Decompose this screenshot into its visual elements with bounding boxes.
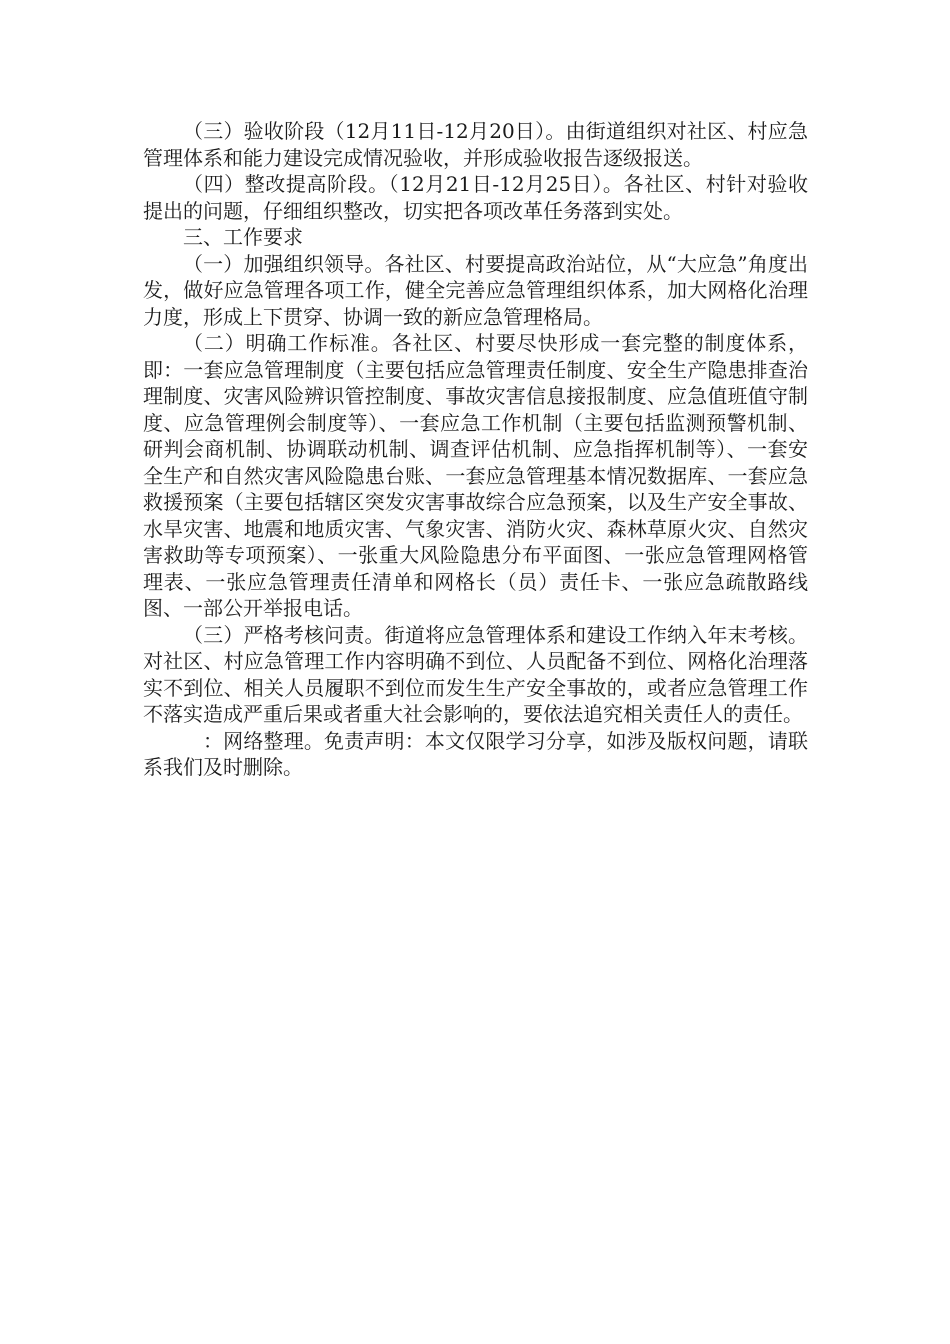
paragraph-rectification-stage: （四）整改提高阶段。（12月21日-12月25日）。各社区、村针对验收提出的问题，仔细组织整改，切实把各项改革任务落到实处。 <box>143 172 808 223</box>
document-body <box>143 118 808 781</box>
paragraph-organization-leadership: （一）加强组织领导。各社区、村要提高政治站位，从“大应急”角度出发，做好应急管理各项工作，健全完善应急管理组织体系，加大网格化治理力度，形成上下贯穿、协调一致的新应急管理格局。 <box>143 251 808 329</box>
paragraph-work-standards: （二）明确工作标准。各社区、村要尽快形成一套完整的制度体系，即：一套应急管理制度（主要包括应急管理责任制度、安全生产隐患排查治理制度、灾害风险辨识管控制度、事故灾害信息接报制度、应急值班值守制度、应急管理例会制度等）、一套应急工作机制（主要包括监测预警机制、研判会商机制、协调联动机制、调查评估机制、应急指挥机制等）、一套安全生产和自然灾害风险隐患台账、一套应急管理基本情况数据库、一套应急救援预案（主要包括辖区突发灾害事故综合应急预案，以及生产安全事故、水旱灾害、地震和地质灾害、气象灾害、消防火灾、森林草原火灾、自然灾害救助等专项预案）、一张重大风险隐患分布平面图、一张应急管理网格管理表、一张应急管理责任清单和网格长（员）责任卡、一张应急疏散路线图、一部公开举报电话。 <box>143 331 808 620</box>
section-heading-work-requirements: 三、工作要求 <box>183 225 303 249</box>
paragraph-acceptance-stage: （三）验收阶段（12月11日-12月20日）。由街道组织对社区、村应急管理体系和能力建设完成情况验收，并形成验收报告逐级报送。 <box>143 119 808 170</box>
disclaimer-paragraph: ：网络整理。免责声明：本文仅限学习分享，如涉及版权问题，请联系我们及时删除。 <box>143 728 808 779</box>
paragraph-assessment-accountability: （三）严格考核问责。街道将应急管理体系和建设工作纳入年末考核。对社区、村应急管理工作内容明确不到位、人员配备不到位、网格化治理落实不到位、相关人员履职不到位而发生生产安全事故的，或者应急管理工作不落实造成严重后果或者重大社会影响的，要依法追究相关责任人的责任。 <box>143 622 808 726</box>
